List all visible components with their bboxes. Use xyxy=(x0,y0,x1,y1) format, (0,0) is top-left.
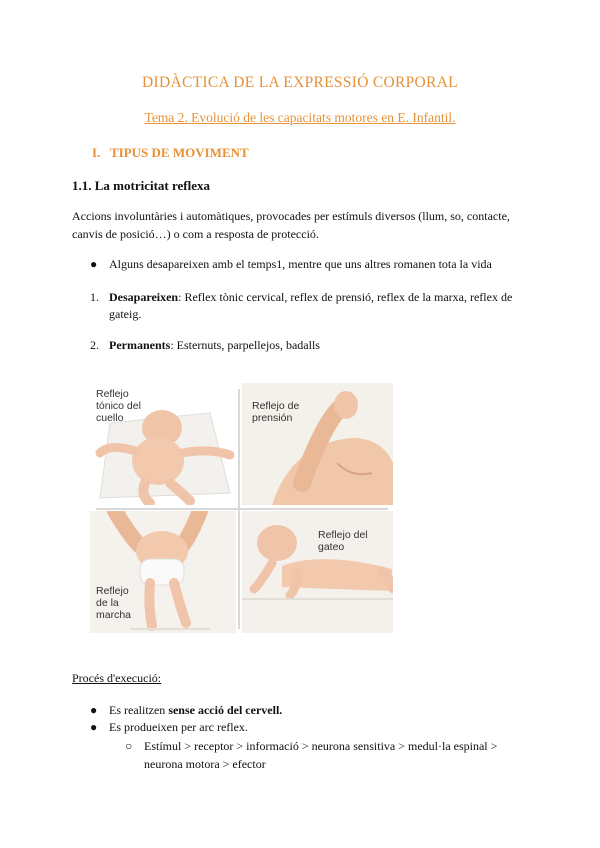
document-subtitle: Tema 2. Evolució de les capacitats motores en E. Infantil. xyxy=(144,110,456,125)
bullet-text: Es produeixen per arc reflex. xyxy=(109,720,248,734)
process-heading: Procés d'execució: xyxy=(72,671,162,685)
figure-panel-crawling xyxy=(242,511,393,633)
process-subitem xyxy=(125,737,525,773)
figure-label: Reflejo de la marcha xyxy=(96,585,132,621)
bullet-text: Es realitzen xyxy=(109,703,169,717)
item-text: : Reflex tònic cervical, reflex de prensió, reflex de la marxa, reflex de gateig. xyxy=(109,290,513,321)
section-title: TIPUS DE MOVIMENT xyxy=(110,145,249,160)
item-number: 1. xyxy=(90,290,99,304)
figure-panel-stepping xyxy=(90,511,236,633)
section-number: I. xyxy=(92,145,101,160)
bullet-text: Alguns desapareixen amb el temps1, mentre que uns altres romanen tota la vida xyxy=(109,257,492,271)
intro-paragraph: Accions involuntàries i automàtiques, provocades per estímuls diversos (llum, so, contacte, canvis de posició…) o com a resposta de protecció. xyxy=(72,209,510,241)
item-term: Permanents xyxy=(109,338,171,352)
item-term: Desapareixen xyxy=(109,290,179,304)
figure-label: Reflejo tónico del cuello xyxy=(96,388,141,424)
bullet-bold-text: sense acció del cervell. xyxy=(168,703,283,717)
reflex-figure xyxy=(90,383,393,633)
figure-panel-grasp xyxy=(242,383,393,505)
document-title: DIDÀCTICA DE LA EXPRESSIÓ CORPORAL xyxy=(142,74,458,91)
figure-label: Reflejo de prensión xyxy=(252,400,300,424)
subsection-title: 1.1. La motricitat reflexa xyxy=(72,178,211,193)
item-number: 2. xyxy=(90,338,99,352)
circle-bullet-icon: ○ xyxy=(125,739,133,753)
figure-panel-tonic-neck xyxy=(90,383,236,505)
figure-label: Reflejo del gateo xyxy=(318,529,368,553)
subitem-text: Estímul > receptor > informació > neurona sensitiva > medul·la espinal > neurona motora > efector xyxy=(144,739,498,771)
bullet-dot-icon: ● xyxy=(90,257,98,271)
numbered-item-1 xyxy=(90,289,520,323)
figure-divider-horizontal xyxy=(96,508,388,510)
bullet-dot-icon: ● xyxy=(90,720,98,734)
bullet-dot-icon: ● xyxy=(90,703,98,717)
section-heading xyxy=(92,145,249,161)
numbered-item-2 xyxy=(90,337,520,354)
item-text: : Esternuts, parpellejos, badalls xyxy=(170,338,320,352)
